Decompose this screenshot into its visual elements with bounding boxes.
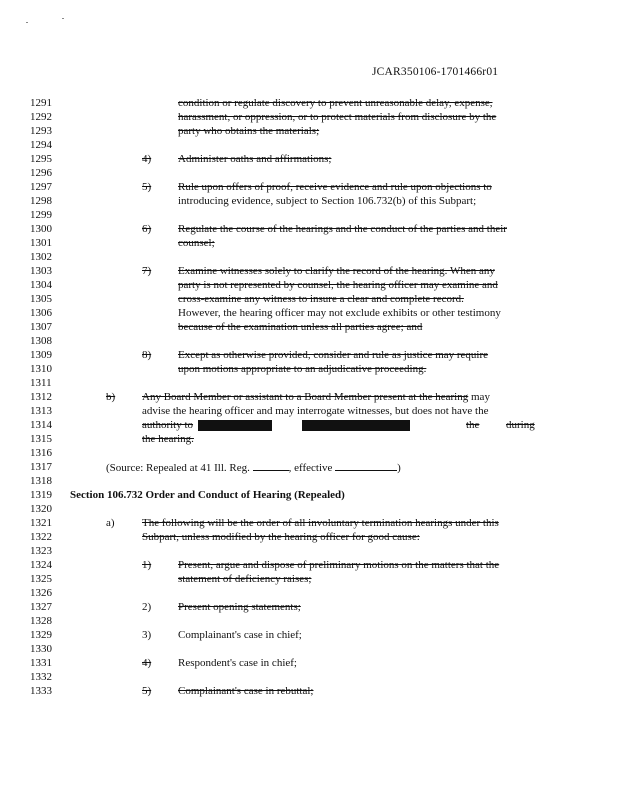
line-number: 1305 (30, 293, 52, 305)
text-line: advise the hearing officer and may interrogate witnesses, but does not have the (142, 405, 489, 417)
scan-speck (62, 18, 64, 19)
source-note (106, 460, 401, 475)
item-marker: a) (106, 517, 115, 529)
redaction-block (198, 420, 272, 431)
text-line: Present, argue and dispose of preliminary motions on the matters that the (178, 559, 500, 571)
text-line: during (506, 419, 535, 431)
text-line: Respondent's case in chief; (178, 657, 297, 669)
line-number: 1300 (30, 223, 52, 235)
item-marker: 7) (142, 265, 152, 277)
item-marker: 4) (142, 153, 152, 165)
text-line: the hearing. (142, 433, 194, 445)
line-number: 1295 (30, 153, 52, 165)
text-line: Complainant's case in chief; (178, 629, 302, 641)
line-number: 1318 (30, 475, 52, 487)
line-number: 1315 (30, 433, 52, 445)
line-number: 1303 (30, 265, 52, 277)
line-number: 1319 (30, 489, 52, 501)
line-number: 1317 (30, 461, 52, 473)
text-line: Subpart, unless modified by the hearing officer for good cause: (142, 531, 420, 543)
item-marker: 8) (142, 349, 152, 361)
line-number: 1320 (30, 503, 52, 515)
source-note-text: (Source: Repealed at 41 Ill. Reg. (106, 462, 250, 474)
line-number: 1322 (30, 531, 52, 543)
text-line: introducing evidence, subject to Section 106.732(b) of this Subpart; (178, 195, 477, 207)
line-number: 1311 (30, 377, 52, 389)
item-marker: 1) (142, 559, 152, 571)
line-number: 1333 (30, 685, 52, 697)
item-marker: 2) (142, 601, 152, 613)
text-line: Rule upon offers of proof, receive evidence and rule upon objections to (178, 181, 492, 193)
line-number: 1331 (30, 657, 52, 669)
text-line: Complainant's case in rebuttal; (178, 685, 314, 697)
text-line: cross-examine any witness to insure a clear and complete record. (178, 293, 464, 305)
line-number: 1323 (30, 545, 52, 557)
item-marker: 4) (142, 657, 152, 669)
line-number: 1298 (30, 195, 52, 207)
line-number: 1330 (30, 643, 52, 655)
item-marker: 6) (142, 223, 152, 235)
text-line: condition or regulate discovery to prevent unreasonable delay, expense, (178, 97, 493, 109)
text-line: because of the examination unless all parties agree; and (178, 321, 423, 333)
section-heading: Section 106.732 Order and Conduct of Hearing (Repealed) (70, 489, 345, 501)
text-line (142, 390, 490, 404)
document-id: JCAR350106-1701466r01 (372, 66, 499, 78)
line-number: 1308 (30, 335, 52, 347)
source-note-text: ) (397, 462, 401, 474)
text-line: Regulate the course of the hearings and the conduct of the parties and their (178, 223, 507, 235)
text-line: Administer oaths and affirmations; (178, 153, 332, 165)
item-marker: 5) (142, 181, 152, 193)
line-number: 1293 (30, 125, 52, 137)
line-number: 1327 (30, 601, 52, 613)
text-line: party who obtains the materials; (178, 125, 320, 137)
text-line: Present opening statements; (178, 601, 301, 613)
blank-line (253, 460, 289, 471)
line-number: 1313 (30, 405, 52, 417)
item-marker: b) (106, 391, 116, 403)
source-note-text: , effective (288, 462, 333, 474)
line-number: 1329 (30, 629, 52, 641)
text-line: counsel; (178, 237, 215, 249)
line-number: 1321 (30, 517, 52, 529)
text-line: However, the hearing officer may not exclude exhibits or other testimony (178, 307, 501, 319)
item-marker: 3) (142, 629, 152, 641)
line-number: 1332 (30, 671, 52, 683)
redaction-block (302, 420, 410, 431)
line-number: 1292 (30, 111, 52, 123)
line-number: 1294 (30, 139, 52, 151)
text-line: Except as otherwise provided, consider and rule as justice may require (178, 349, 489, 361)
line-number: 1326 (30, 587, 52, 599)
line-number: 1304 (30, 279, 52, 291)
text-line: the (466, 419, 480, 431)
line-number: 1302 (30, 251, 52, 263)
text-line: harassment, or oppression, or to protect materials from disclosure by the (178, 111, 497, 123)
scan-speck (26, 22, 28, 23)
text-line: The following will be the order of all involuntary termination hearings under this (142, 517, 499, 529)
text-line: statement of deficiency raises; (178, 573, 312, 585)
line-number: 1328 (30, 615, 52, 627)
text-line: upon motions appropriate to an adjudicative proceeding. (178, 363, 427, 375)
line-number: 1310 (30, 363, 52, 375)
line-number: 1297 (30, 181, 52, 193)
item-marker: 5) (142, 685, 152, 697)
line-number: 1325 (30, 573, 52, 585)
line-number: 1307 (30, 321, 52, 333)
text-line: authority to (142, 419, 194, 431)
plain-text: may (471, 391, 490, 403)
line-number: 1296 (30, 167, 52, 179)
text-line: Examine witnesses solely to clarify the record of the hearing. When any (178, 265, 495, 277)
line-number: 1312 (30, 391, 52, 403)
line-number: 1306 (30, 307, 52, 319)
line-number: 1316 (30, 447, 52, 459)
line-number: 1301 (30, 237, 52, 249)
struck-text: Any Board Member or assistant to a Board Member present at the hearing (142, 391, 469, 403)
blank-line (335, 460, 397, 471)
line-number: 1291 (30, 97, 52, 109)
line-number: 1299 (30, 209, 52, 221)
line-number: 1314 (30, 419, 52, 431)
line-number: 1324 (30, 559, 52, 571)
line-number: 1309 (30, 349, 52, 361)
text-line: party is not represented by counsel, the hearing officer may examine and (178, 279, 498, 291)
